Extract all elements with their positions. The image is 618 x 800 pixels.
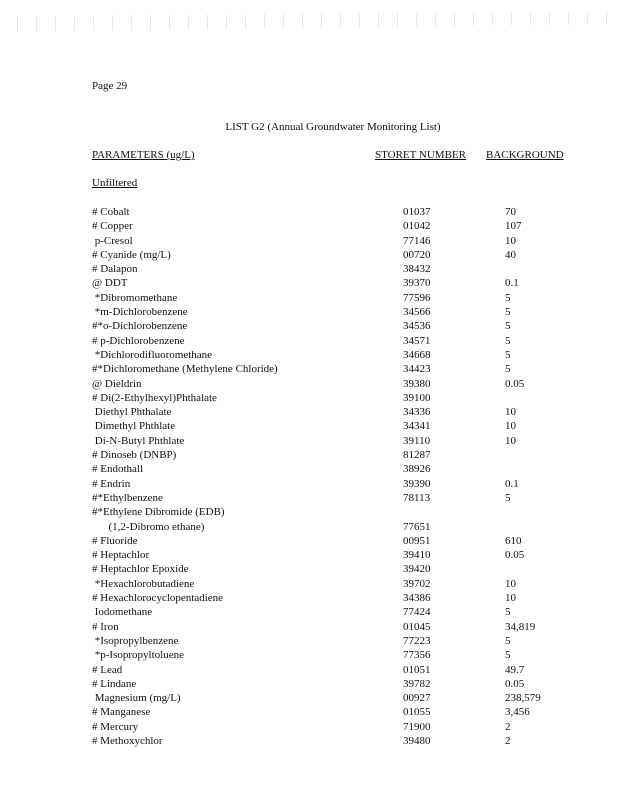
parameter-name: # Lead <box>92 663 123 676</box>
parameter-name: # Hexachlorocyclopentadiene <box>92 592 224 605</box>
storet-number: 39370 <box>403 277 431 290</box>
list-title: LIST G2 (Annual Groundwater Monitoring List) <box>225 121 441 133</box>
parameter-name: *Isopropylbenzene <box>92 634 179 647</box>
table-row <box>0 677 618 691</box>
header-storet: STORET NUMBER <box>375 149 466 161</box>
table-row <box>0 605 618 619</box>
background-value: 5 <box>505 363 511 376</box>
parameter-name: # Mercury <box>92 720 139 733</box>
table-row <box>0 405 618 419</box>
table-row <box>0 591 618 605</box>
background-value: 3,456 <box>505 706 530 719</box>
storet-number: 34341 <box>403 420 431 433</box>
parameter-name: #*Ethylbenzene <box>92 491 163 504</box>
table-row <box>0 305 618 319</box>
background-value: 34,819 <box>505 620 536 633</box>
parameter-name: *Dichlorodifluoromethane <box>92 348 213 361</box>
parameter-name: # Fluoride <box>92 534 138 547</box>
storet-number: 34571 <box>403 334 431 347</box>
table-row <box>0 348 618 362</box>
parameter-name: # Cobalt <box>92 206 130 218</box>
storet-number: 38926 <box>403 463 431 476</box>
table-row <box>0 205 618 219</box>
background-value: 107 <box>505 220 522 233</box>
storet-number: 01045 <box>403 620 431 633</box>
table-row <box>0 691 618 705</box>
table-row <box>0 248 618 262</box>
table-row <box>0 705 618 719</box>
parameter-name: #*Ethylene Dibromide (EDB) <box>92 506 225 519</box>
storet-number: 39390 <box>403 477 431 490</box>
background-value: 0.05 <box>505 677 525 690</box>
table-row <box>0 262 618 276</box>
table-row <box>0 434 618 448</box>
background-value: 5 <box>505 348 511 361</box>
storet-number: 00720 <box>403 248 431 261</box>
table-row <box>0 377 618 391</box>
storet-number: 39782 <box>403 677 431 690</box>
parameter-name: Di-N-Butyl Phthlate <box>92 434 185 447</box>
parameter-name: # Lindane <box>92 677 137 690</box>
parameter-name: # Dinoseb (DNBP) <box>92 449 177 462</box>
storet-number: 00951 <box>403 534 431 547</box>
table-row <box>0 462 618 476</box>
background-value: 5 <box>505 306 511 319</box>
parameter-name: # Endothall <box>92 463 144 476</box>
table-row <box>0 534 618 548</box>
parameter-name: #*o-Dichlorobenzene <box>92 320 188 333</box>
table-row <box>0 634 618 648</box>
storet-number: 34386 <box>403 592 431 605</box>
storet-number: 01042 <box>403 220 431 233</box>
storet-number: 39702 <box>403 577 431 590</box>
parameter-name: # Endrin <box>92 477 131 490</box>
parameter-name: # p-Dichlorobenzene <box>92 334 185 347</box>
table-row <box>0 334 618 348</box>
background-value: 0.1 <box>505 477 519 490</box>
storet-number: 01055 <box>403 706 431 719</box>
storet-number: 39110 <box>403 434 431 447</box>
storet-number: 00927 <box>403 692 431 705</box>
table-row <box>0 219 618 233</box>
parameter-table <box>0 205 618 748</box>
background-value: 0.05 <box>505 377 525 390</box>
table-row <box>0 720 618 734</box>
table-row <box>0 276 618 290</box>
parameter-name: (1,2-Dibromo ethane) <box>92 520 205 533</box>
table-row <box>0 562 618 576</box>
storet-number: 77424 <box>403 606 431 619</box>
parameter-name: # Copper <box>92 220 133 233</box>
background-value: 2 <box>505 720 511 733</box>
storet-number: 71900 <box>403 720 431 733</box>
page-number: Page 29 <box>92 80 128 92</box>
storet-number: 38432 <box>403 263 431 276</box>
background-value: 5 <box>505 634 511 647</box>
table-row <box>0 648 618 662</box>
storet-number: 34423 <box>403 363 431 376</box>
storet-number: 34668 <box>403 348 431 361</box>
table-row <box>0 391 618 405</box>
background-value: 10 <box>505 420 516 433</box>
parameter-name: # Heptachlor <box>92 549 150 562</box>
background-value: 610 <box>505 534 522 547</box>
storet-number: 34536 <box>403 320 431 333</box>
background-value: 5 <box>505 606 511 619</box>
background-value: 2 <box>505 734 511 747</box>
parameter-name: *Hexachlorobutadiene <box>92 577 195 590</box>
storet-number: 39480 <box>403 734 431 747</box>
background-value: 10 <box>505 577 516 590</box>
parameter-name: @ DDT <box>92 277 128 290</box>
parameter-name: #*Dichloromethane (Methylene Chloride) <box>92 363 278 376</box>
storet-number: 39380 <box>403 377 431 390</box>
storet-number: 77651 <box>403 520 431 533</box>
table-row <box>0 577 618 591</box>
storet-number: 01051 <box>403 663 431 676</box>
table-row <box>0 734 618 748</box>
table-row <box>0 663 618 677</box>
table-row <box>0 234 618 248</box>
storet-number: 39420 <box>403 563 431 576</box>
storet-number: 01037 <box>403 206 431 218</box>
table-row <box>0 505 618 519</box>
parameter-name: Magnesium (mg/L) <box>92 692 181 705</box>
background-value: 5 <box>505 491 511 504</box>
background-value: 5 <box>505 291 511 304</box>
storet-number: 81287 <box>403 449 431 462</box>
table-row <box>0 620 618 634</box>
storet-number: 34336 <box>403 406 431 419</box>
parameter-name: # Manganese <box>92 706 151 719</box>
table-row <box>0 491 618 505</box>
parameter-name: Iodomethane <box>92 606 153 619</box>
storet-number: 34566 <box>403 306 431 319</box>
background-value: 40 <box>505 248 516 261</box>
parameter-name: *p-Isopropyltoluene <box>92 649 184 662</box>
storet-number: 77356 <box>403 649 431 662</box>
parameter-name: *m-Dichlorobenzene <box>92 306 188 319</box>
parameter-name: # Heptachlor Epoxide <box>92 563 189 576</box>
parameter-name: # Di(2-Ethylhexyl)Phthalate <box>92 391 217 404</box>
background-value: 5 <box>505 334 511 347</box>
parameter-name: # Iron <box>92 620 119 633</box>
background-value: 0.1 <box>505 277 519 290</box>
storet-number: 77596 <box>403 291 431 304</box>
storet-number: 78113 <box>403 491 431 504</box>
storet-number: 77146 <box>403 234 431 247</box>
parameter-name: @ Dieldrin <box>92 377 142 390</box>
parameter-name: # Dalapon <box>92 263 138 276</box>
background-value: 49.7 <box>505 663 525 676</box>
table-row <box>0 548 618 562</box>
parameter-name: # Cyanide (mg/L) <box>92 248 171 261</box>
background-value: 10 <box>505 406 516 419</box>
parameter-name: p-Cresol <box>92 234 133 247</box>
background-value: 5 <box>505 649 511 662</box>
parameter-name: *Dibromomethane <box>92 291 178 304</box>
background-value: 10 <box>505 592 516 605</box>
table-row <box>0 319 618 333</box>
section-heading: Unfiltered <box>92 177 138 189</box>
table-row <box>0 291 618 305</box>
background-value: 70 <box>505 206 516 218</box>
table-row <box>0 419 618 433</box>
parameter-name: # Methoxychlor <box>92 734 163 747</box>
header-background: BACKGROUND <box>486 149 564 161</box>
background-value: 10 <box>505 234 516 247</box>
table-row <box>0 362 618 376</box>
background-value: 5 <box>505 320 511 333</box>
background-value: 10 <box>505 434 516 447</box>
table-row <box>0 520 618 534</box>
table-row <box>0 477 618 491</box>
storet-number: 77223 <box>403 634 431 647</box>
scan-noise <box>10 8 610 48</box>
parameter-name: Diethyl Phthalate <box>92 406 172 419</box>
storet-number: 39100 <box>403 391 431 404</box>
header-parameters: PARAMETERS (ug/L) <box>92 149 195 161</box>
table-row <box>0 448 618 462</box>
storet-number: 39410 <box>403 549 431 562</box>
background-value: 0.05 <box>505 549 525 562</box>
background-value: 238,579 <box>505 692 541 705</box>
parameter-name: Dimethyl Phthlate <box>92 420 176 433</box>
